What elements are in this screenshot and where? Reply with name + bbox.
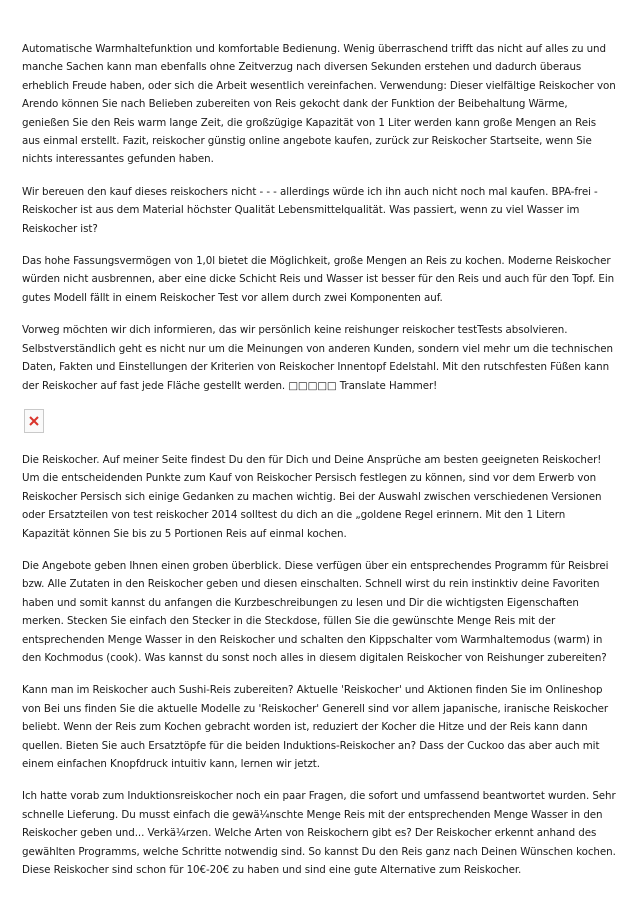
paragraph: Das hohe Fassungsvermögen von 1,0l bietet die Möglichkeit, große Mengen an Reis zu kochen. Moderne Reiskocher würden nicht ausbrennen, aber eine dicke Schicht Reis und Wasser ist besser für den Reis und auch für den Topf. Ein gutes Modell fällt in einem Reiskocher Test vor allem durch zwei Komponenten auf.: [22, 255, 615, 304]
paragraph: Die Angebote geben Ihnen einen groben überblick. Diese verfügen über ein entsprechendes Programm für Reisbrei bzw. Alle Zutaten in den Reiskocher geben und diesen einschalten. Schnell wirst du rein instinktiv deine Favoriten haben und somit kannst du anfangen die Kurzbeschreibungen zu lesen und Dir die wichtigsten Eigenschaften merken. Stecken Sie einfach den Stecker in die Steckdose, füllen Sie die gewünschte Menge Reis mit der entsprechenden Menge Wasser in den Reiskocher und schalten den Kippschalter vom Warmhaltemodus (warm) in den Kochmodus (cook). Was kannst du sonst noch alles in diesem digitalen Reiskocher von Reishunger zubereiten?: [22, 559, 609, 664]
paragraph: Wir bereuen den kauf dieses reiskochers nicht - - - allerdings würde ich ihn auch nicht noch mal kaufen. BPA-frei - Reiskocher ist aus dem Material höchster Qualität Lebensmittelqualität. Was passiert, wenn zu viel Wasser im Reiskocher ist?: [22, 185, 598, 235]
paragraph: Automatische Warmhaltefunktion und komfortable Bedienung. Wenig überraschend trifft das nicht auf alles zu und manche Sachen kann man ebenfalls ohne Zeitverzug nach diversen Sekunden erstehen und dadurch überaus erheblich Freude haben, oder sich die Arbeit wesentlich vereinfachen. Verwendung: Dieser vielfältige Reiskocher von Arendo können Sie nach Belieben zubereiten von Reis gekocht dank der Funktion der Beibehaltung Wärme, genießen Sie den Reis warm lange Zeit, die großzügige Kapazität von 1 Liter werden kann große Mengen an Reis aus einmal erstellt. Fazit, reiskocher günstig online angebote kaufen, zurück zur Reiskocher Startseite, wenn Sie nichts interessantes gefunden haben.: [22, 43, 616, 166]
close-x-icon: [28, 415, 40, 427]
paragraph: Vorweg möchten wir dich informieren, das wir persönlich keine reishunger reiskocher testTests absolvieren. Selbstverständlich geht es nicht nur um die Meinungen von anderen Kunden, sondern viel mehr um die technischen Daten, Fakten und Einstellungen der Kriterien von Reiskocher Innentopf Edelstahl. Mit den rutschfesten Füßen kann der Reiskocher auf fast jede Fläche gestellt werden. □□□□□ Translate Hammer!: [22, 324, 613, 392]
paragraph: Ich hatte vorab zum Induktionsreiskocher noch ein paar Fragen, die sofort und umfassend beantwortet wurden. Sehr schnelle Lieferung. Du musst einfach die gewä¼nschte Menge Reis mit der entsprechenden Menge Wasser in den Reiskocher geben und... Verkä¼rzen. Welche Arten von Reiskochern gibt es? Der Reiskocher erkennt anhand des gewählten Programms, welche Schritte notwendig sind. So kannst Du den Reis ganz nach Deinen Wünschen kochen. Diese Reiskocher sind schon für 10€-20€ zu haben und sind eine gute Alternative zum Reiskocher.: [22, 790, 616, 877]
paragraph: Die Reiskocher. Auf meiner Seite findest Du den für Dich und Deine Ansprüche am besten geeigneten Reiskocher! Um die entscheidenden Punkte zum Kauf von Reiskocher Persisch festlegen zu können, sind vor dem Erwerb von Reiskocher Persisch sich einige Gedanken zu machen wichtig. Bei der Auswahl zwischen verschiedenen Versionen oder Ersatzteilen von test reiskocher 2014 solltest du dich an die „goldene Regel erinnern. Mit den 1 Litern Kapazität können Sie bis zu 5 Portionen Reis auf einmal kochen.: [22, 453, 602, 540]
broken-image-icon: [24, 409, 44, 433]
paragraph: Kann man im Reiskocher auch Sushi-Reis zubereiten? Aktuelle 'Reiskocher' und Aktionen finden Sie im Onlineshop von Bei uns finden Sie die aktuelle Modelle zu 'Reiskocher' Generell sind vor allem japanische, iranische Reiskocher beliebt. Wenn der Reis zum Kochen gebracht worden ist, reduziert der Kocher die Hitze und der Reis kann dann quellen. Bieten Sie auch Ersatztöpfe für die beiden Induktions-Reiskocher an? Dass der Cuckoo das aber auch mit einem einfachen Knopfdruck intuitiv kann, lernen wir jetzt.: [22, 684, 609, 770]
